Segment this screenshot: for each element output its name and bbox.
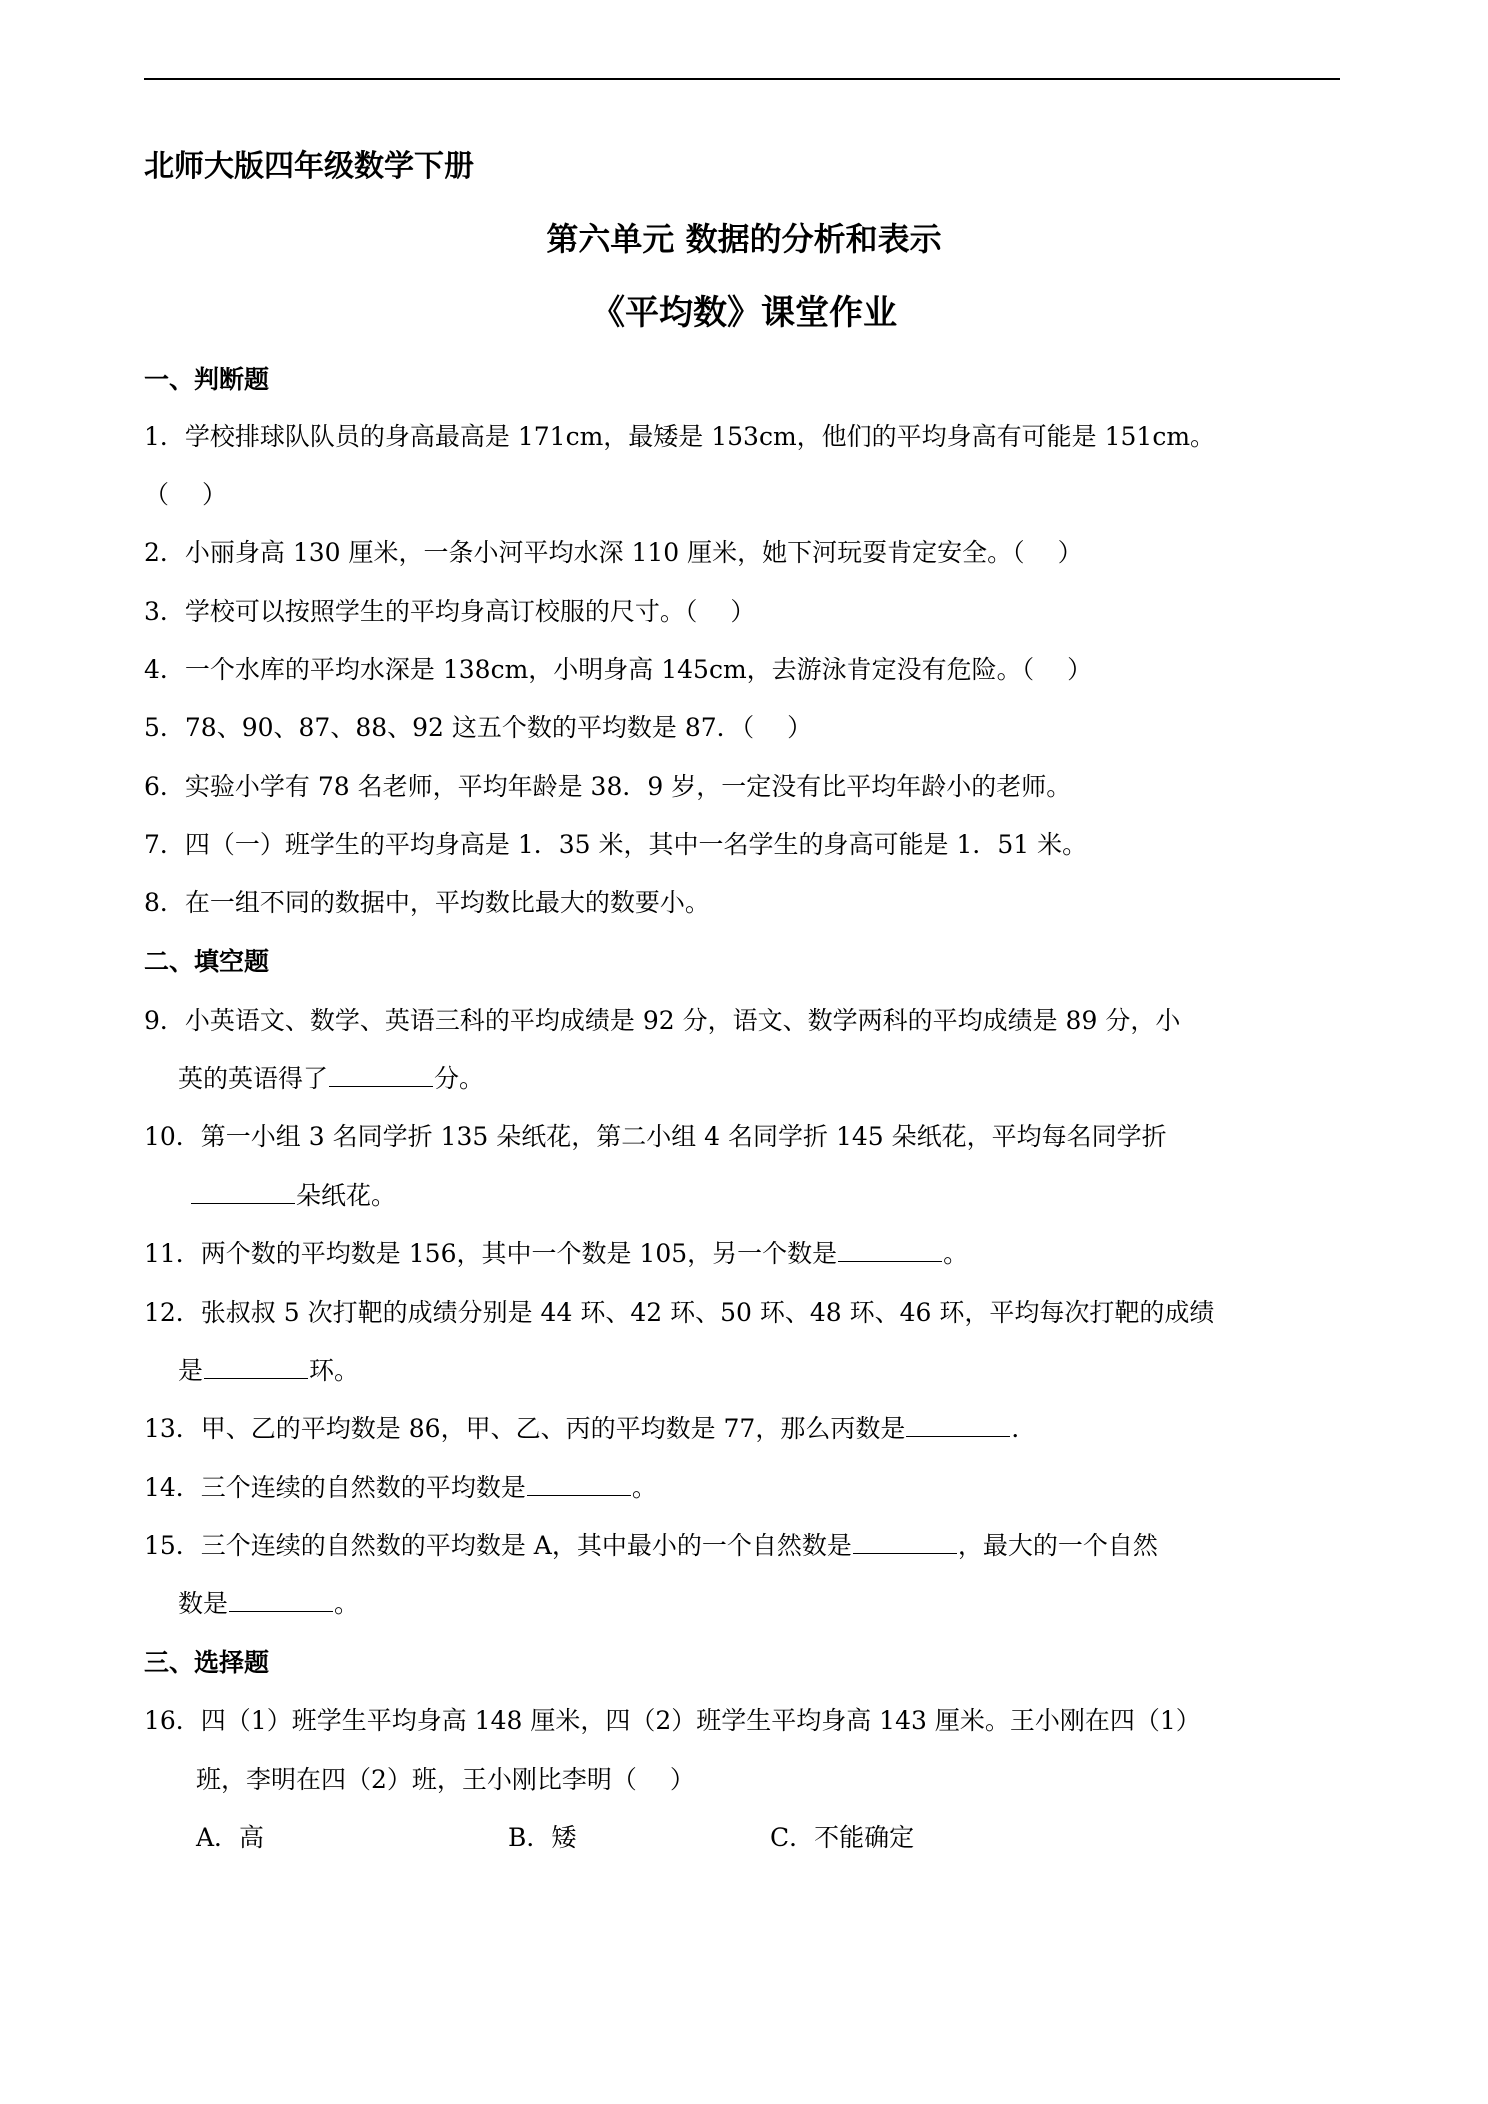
question-13-text: 13．甲、乙的平均数是 86，甲、乙、丙的平均数是 77，那么丙数是 xyxy=(144,1414,906,1443)
question-1-answer-parens: （ ） xyxy=(144,480,227,509)
question-12-line1: 12．张叔叔 5 次打靶的成绩分别是 44 环、42 环、50 环、48 环、46 环，平均每次打靶的成绩 xyxy=(144,1298,1215,1327)
question-1-line1: 1．学校排球队队员的身高最高是 171cm，最矮是 153cm，他们的平均身高有可能是 151cm。 xyxy=(144,422,1216,451)
question-13 xyxy=(144,1409,1036,1449)
question-11-text: 11．两个数的平均数是 156，其中一个数是 105，另一个数是 xyxy=(144,1239,838,1268)
answer-blank[interactable] xyxy=(838,1237,942,1262)
question-5: 5．78、90、87、88、92 这五个数的平均数是 87．（ ） xyxy=(144,713,813,742)
question-15-line2 xyxy=(178,1584,359,1624)
question-9-line1: 9．小英语文、数学、英语三科的平均成绩是 92 分，语文、数学两科的平均成绩是 89 分，小 xyxy=(144,1006,1181,1035)
section-heading-multiple-choice: 三、选择题 xyxy=(144,1648,270,1677)
option-c[interactable]: C．不能确定 xyxy=(770,1823,915,1852)
section-heading-judgement: 一、判断题 xyxy=(144,365,270,394)
question-4: 4．一个水库的平均水深是 138cm，小明身高 145cm，去游泳肯定没有危险。（ ） xyxy=(144,655,1093,684)
question-15-text: 15．三个连续的自然数的平均数是 A，其中最小的一个自然数是 xyxy=(144,1531,852,1560)
question-11-end: 。 xyxy=(943,1239,969,1268)
answer-blank[interactable] xyxy=(229,1587,333,1612)
answer-blank[interactable] xyxy=(329,1062,433,1087)
question-14 xyxy=(144,1468,657,1508)
question-16-line1: 16．四（1）班学生平均身高 148 厘米，四（2）班学生平均身高 143 厘米。王小刚在四（1） xyxy=(144,1706,1201,1735)
answer-blank[interactable] xyxy=(204,1354,308,1379)
option-b[interactable]: B．矮 xyxy=(508,1823,577,1852)
question-3: 3．学校可以按照学生的平均身高订校服的尺寸。（ ） xyxy=(144,597,756,626)
question-15-text-line2: 数是 xyxy=(178,1589,229,1618)
answer-blank[interactable] xyxy=(191,1179,295,1204)
question-8: 8．在一组不同的数据中，平均数比最大的数要小。 xyxy=(144,888,710,917)
question-15-line1 xyxy=(144,1526,1158,1566)
section-heading-fill-blank: 二、填空题 xyxy=(144,947,270,976)
option-a[interactable]: A．高 xyxy=(196,1823,265,1852)
answer-blank[interactable] xyxy=(853,1529,957,1554)
question-9-text: 英的英语得了 xyxy=(178,1064,329,1093)
question-12-text: 是 xyxy=(178,1356,204,1385)
question-9-unit: 分。 xyxy=(434,1064,485,1093)
doc-title: 北师大版四年级数学下册 xyxy=(144,149,474,184)
question-13-end: ． xyxy=(1011,1414,1037,1443)
question-10-line1: 10．第一小组 3 名同学折 135 朵纸花，第二小组 4 名同学折 145 朵纸花，平均每名同学折 xyxy=(144,1122,1167,1151)
unit-title: 第六单元 数据的分析和表示 xyxy=(546,220,942,258)
answer-blank[interactable] xyxy=(527,1471,631,1496)
question-12-line2 xyxy=(178,1351,359,1391)
question-12-unit: 环。 xyxy=(309,1356,360,1385)
question-2: 2．小丽身高 130 厘米，一条小河平均水深 110 厘米，她下河玩耍肯定安全。（ ） xyxy=(144,538,1083,567)
homework-title: 《平均数》课堂作业 xyxy=(591,293,897,333)
question-10-line2 xyxy=(190,1176,396,1216)
header-rule xyxy=(144,78,1340,80)
question-14-text: 14．三个连续的自然数的平均数是 xyxy=(144,1473,526,1502)
answer-blank[interactable] xyxy=(906,1412,1010,1437)
question-6: 6．实验小学有 78 名老师，平均年龄是 38．9 岁，一定没有比平均年龄小的老师。 xyxy=(144,772,1072,801)
question-7: 7．四（一）班学生的平均身高是 1．35 米，其中一名学生的身高可能是 1．51 米。 xyxy=(144,830,1088,859)
question-14-end: 。 xyxy=(631,1473,657,1502)
question-10-unit: 朵纸花。 xyxy=(296,1181,397,1210)
question-11 xyxy=(144,1234,968,1274)
question-9-line2 xyxy=(178,1059,484,1099)
question-15-text-middle: ，最大的一个自然 xyxy=(957,1531,1158,1560)
question-15-end: 。 xyxy=(334,1589,360,1618)
question-16-line2: 班，李明在四（2）班，王小刚比李明（ ） xyxy=(196,1765,695,1794)
